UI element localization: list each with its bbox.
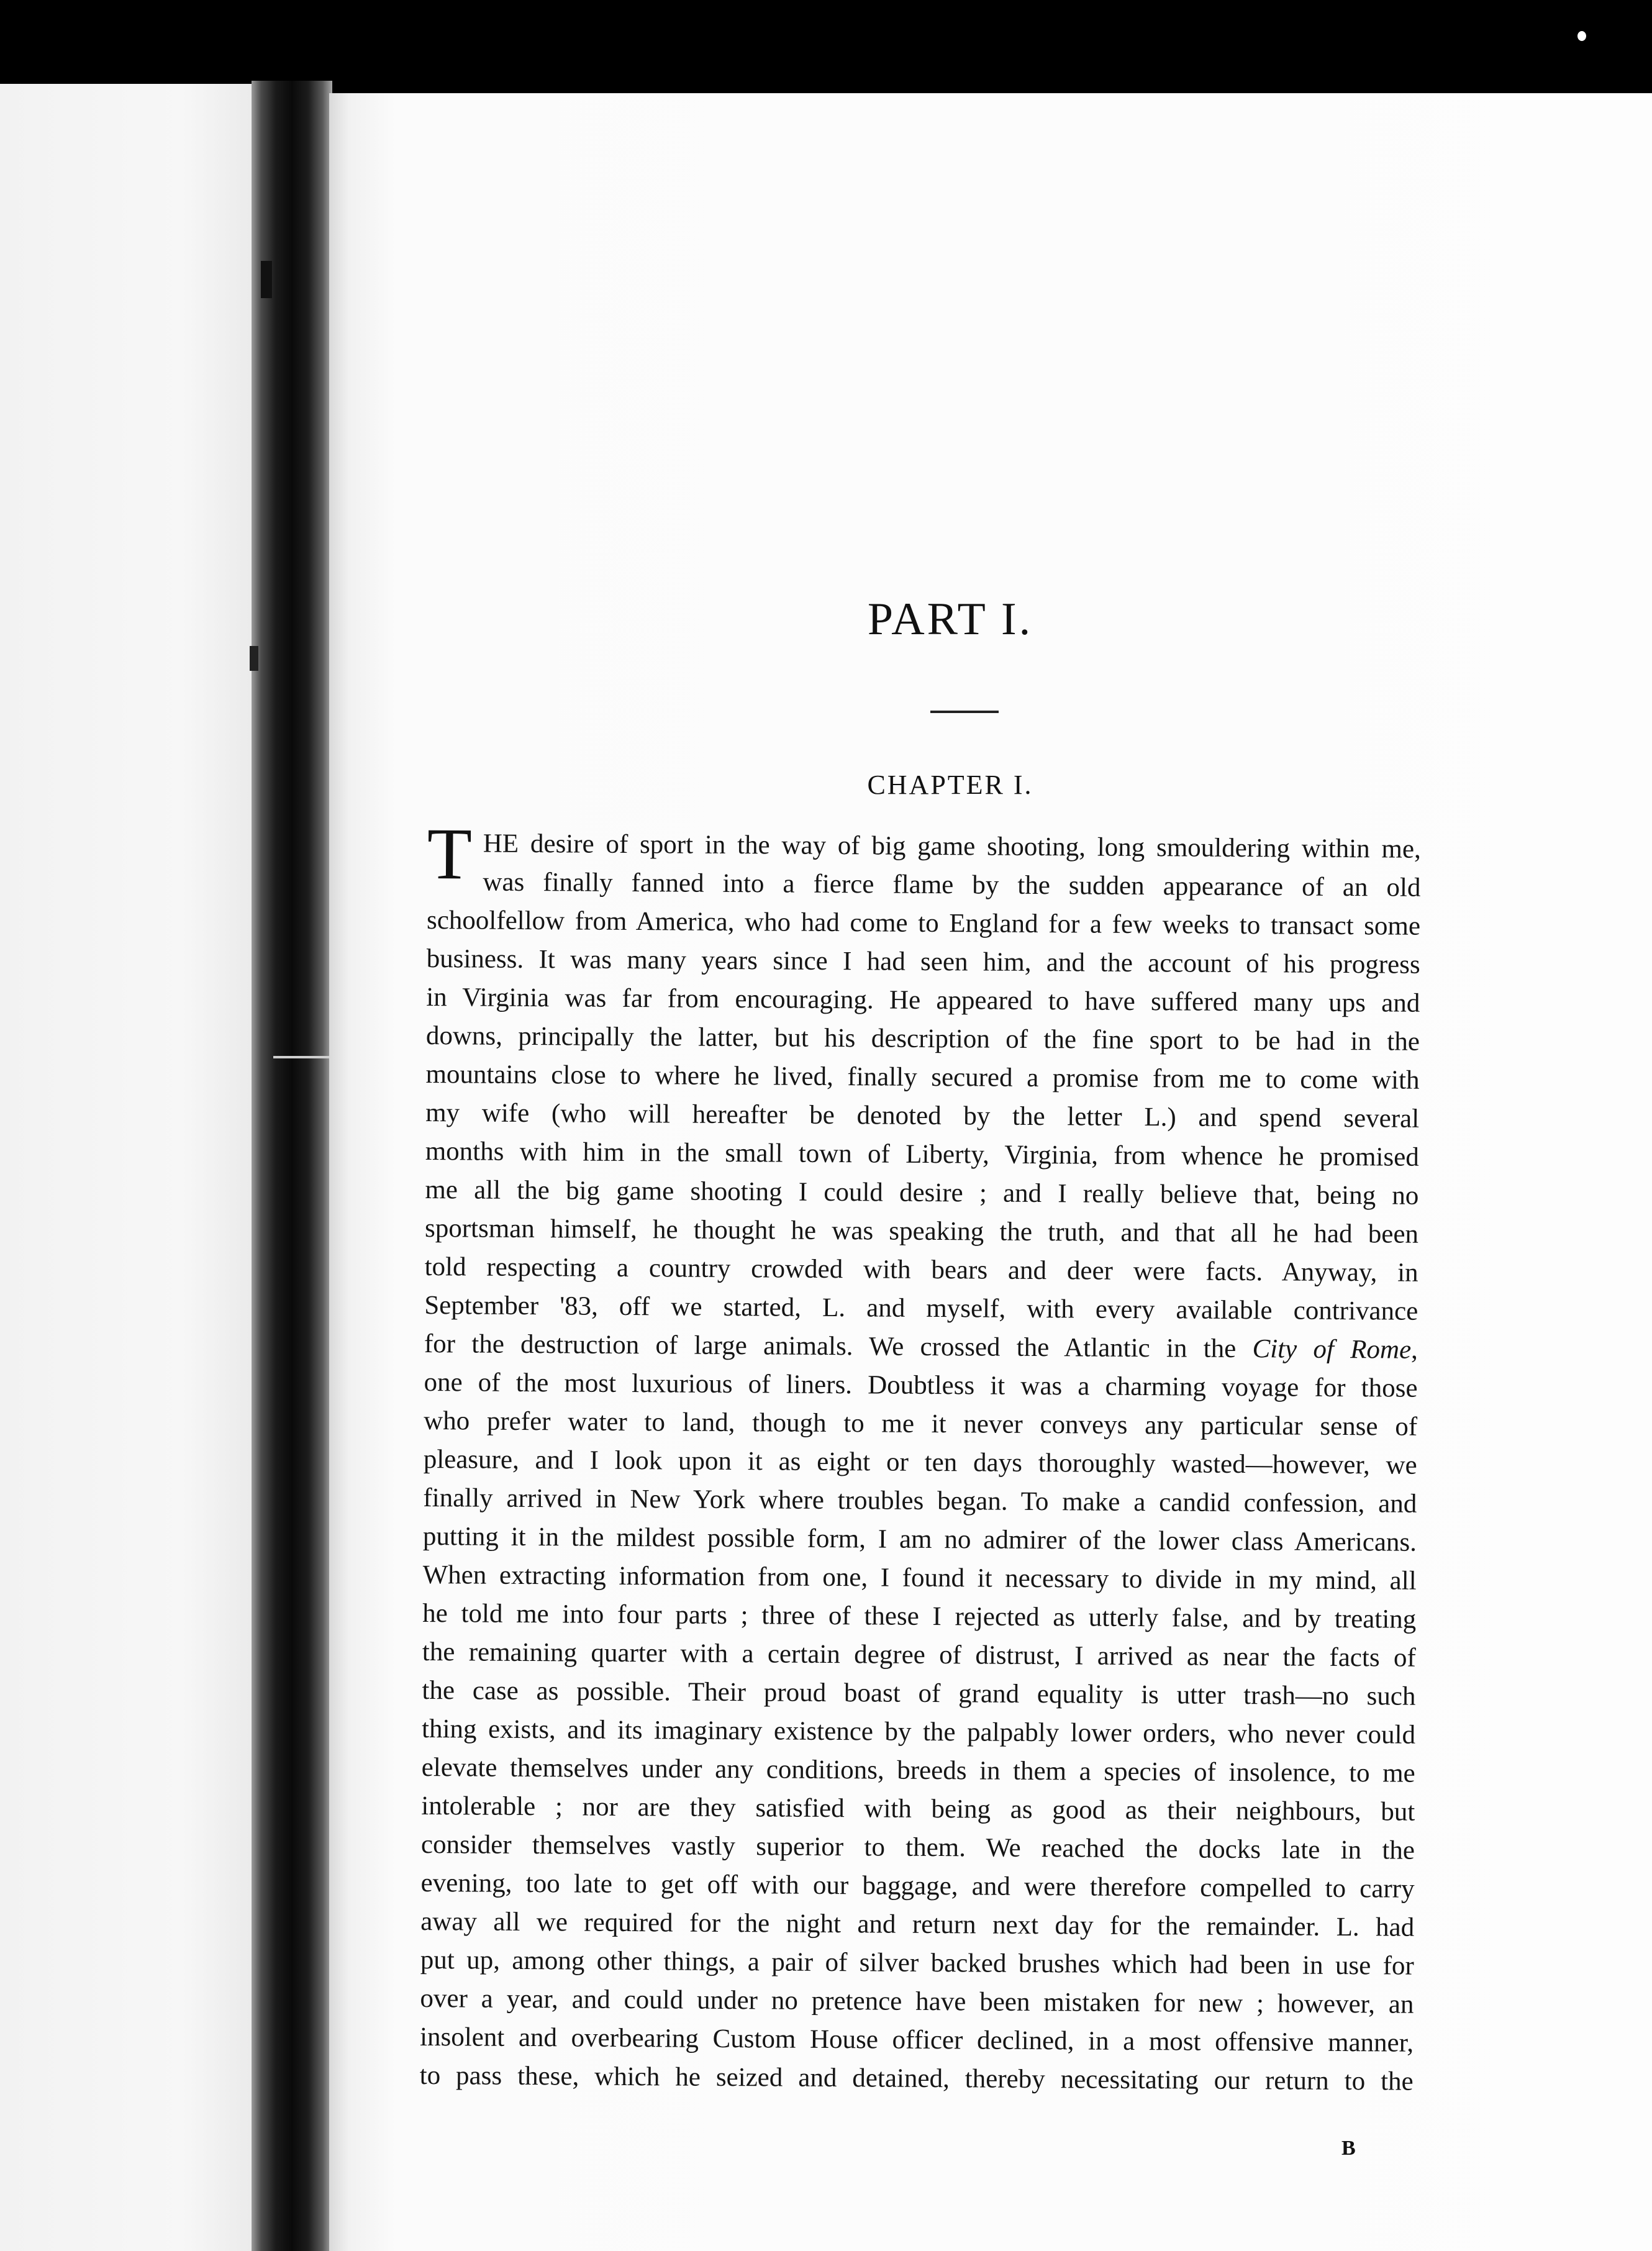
chapter-title: CHAPTER I. (867, 770, 1033, 800)
text-line: evening, too late to get off with our baggage, and were therefore compelled to carry (420, 1868, 1415, 1904)
text-line: finally arrived in New York where troubles began. To make a candid confession, and (423, 1483, 1417, 1519)
drop-cap: T (427, 813, 473, 895)
title-separator (930, 711, 999, 713)
text-line: put up, among other things, a pair of silver backed brushes which had been in use for (420, 1945, 1414, 1981)
text-line: HE desire of sport in the way of big game shooting, long smouldering within me, (483, 829, 1421, 864)
gutter-shadow-mark (250, 646, 258, 671)
text-line: putting it in the mildest possible form, I am no admirer of the lower class Americans. (422, 1521, 1417, 1557)
text-line: pleasure, and I look upon it as eight or ten days thoroughly wasted—however, we (423, 1444, 1417, 1480)
text-line: consider themselves vastly superior to them. We reached the docks late in the (420, 1829, 1415, 1865)
chapter-body (419, 813, 1421, 2118)
text-line: mountains close to where he lived, finally secured a promise from me to come with (425, 1059, 1420, 1095)
text-line: who prefer water to land, though to me it never conveys any particular sense of (424, 1406, 1418, 1442)
text-line: When extracting information from one, I found it necessary to divide in my mind, all (422, 1560, 1417, 1596)
text-line: sportsman himself, he thought he was speaking the truth, and that all he had been (424, 1213, 1419, 1249)
text-line: months with him in the small town of Liberty, Virginia, from whence he promised (425, 1136, 1419, 1172)
text-line: over a year, and could under no pretence have been mistaken for new ; however, an (420, 1983, 1414, 2019)
ship-name: City of Rome (1252, 1334, 1412, 1365)
text-line: thing exists, and its imaginary existence by the palpably lower orders, who never could (421, 1714, 1416, 1750)
text-line: was finally fanned into a fierce flame by the sudden appearance of an old (483, 867, 1421, 903)
text-line: the remaining quarter with a certain degree of distrust, I arrived as near the facts of (422, 1637, 1416, 1673)
text-line: business. It was many years since I had seen him, and the account of his progress (426, 944, 1420, 980)
scan-top-border (0, 0, 1652, 93)
text-line: in Virginia was far from encouraging. He appeared to have suffered many ups and (426, 982, 1420, 1018)
text-line: told respecting a country crowded with bears and deer were facts. Anyway, in (424, 1252, 1418, 1288)
text-line: my wife (who will hereafter be denoted by the letter L.) and spend several (425, 1098, 1420, 1134)
text-line: insolent and overbearing Custom House officer declined, in a most offensive manner, (419, 2022, 1414, 2058)
part-title: PART I. (867, 594, 1033, 645)
text-line: the case as possible. Their proud boast of grand equality is utter trash—no such (422, 1675, 1416, 1711)
text-line: for the destruction of large animals. We crossed the Atlantic in the City of Rome, (424, 1329, 1418, 1365)
gutter-shadow-mark (261, 261, 272, 298)
printer-signature-mark: B (1341, 2137, 1356, 2160)
text-line: one of the most luxurious of liners. Doubtless it was a charming voyage for those (424, 1367, 1418, 1403)
scan-dust-speck (1577, 31, 1586, 41)
gutter-light-streak (273, 1056, 329, 1058)
text-line: elevate themselves under any conditions, breeds in them a species of insolence, to me (421, 1752, 1415, 1788)
text-line: me all the big game shooting I could desire ; and I really believe that, being no (425, 1175, 1419, 1211)
book-gutter (252, 81, 332, 2251)
left-blank-page (0, 84, 261, 2251)
text-line: schoolfellow from America, who had come to England for a few weeks to transact some (426, 905, 1421, 941)
text-line: away all we required for the night and return next day for the remainder. L. had (420, 1906, 1415, 1942)
text-line: downs, principally the latter, but his description of the fine sport to be had in the (425, 1021, 1420, 1057)
text-line: to pass these, which he seized and detained, thereby necessitating our return to the (419, 2060, 1414, 2096)
text-line: September '83, off we started, L. and myself, with every available contrivance (424, 1290, 1418, 1326)
text-line: intolerable ; nor are they satisfied with being as good as their neighbours, but (421, 1791, 1415, 1827)
text-line: he told me into four parts ; three of these I rejected as utterly false, and by treating (422, 1598, 1417, 1634)
